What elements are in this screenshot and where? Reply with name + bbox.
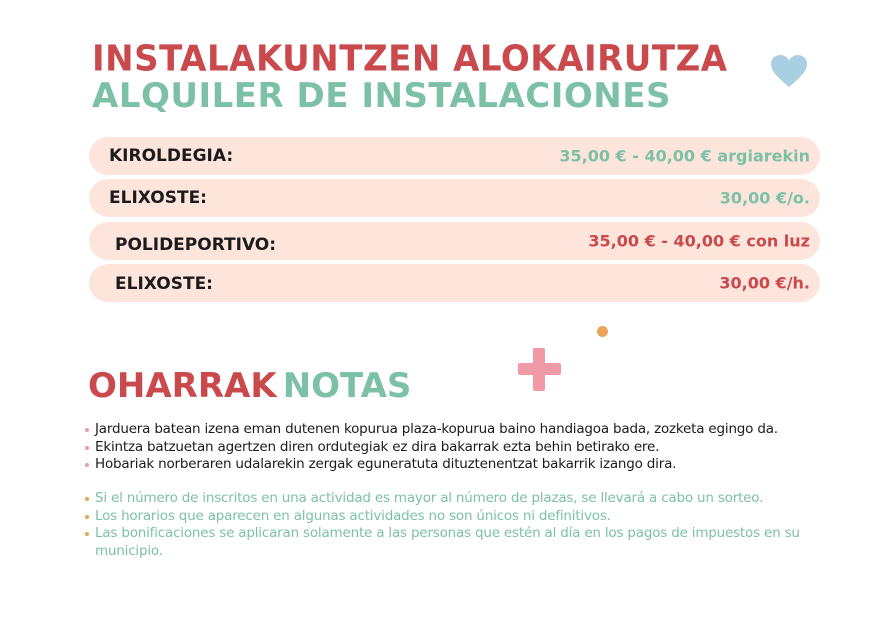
note-item: Hobariak norberaren udalarekin zergak eguneratuta dituztenentzat bakarrik izango dira. xyxy=(84,456,834,474)
note-item: Si el número de inscritos en una actividad es mayor al número de plazas, se llevará a cabo un sorteo. xyxy=(84,490,834,508)
plus-icon xyxy=(518,348,561,391)
note-item: Las bonificaciones se aplicaran solamente a las personas que estén al día en los pagos de impuestos en su municipio. xyxy=(84,525,815,560)
notes-list-basque xyxy=(84,421,834,474)
price-row-label: ELIXOSTE: xyxy=(115,273,213,294)
heart-icon xyxy=(771,55,807,89)
price-row-label: POLIDEPORTIVO: xyxy=(115,234,277,255)
orange-dot-decoration xyxy=(597,326,608,337)
price-row-label: KIROLDEGIA: xyxy=(109,146,234,166)
price-row-kiroldegia xyxy=(89,137,820,175)
price-row-polideportivo xyxy=(89,222,820,260)
notes-title-spanish: NOTAS xyxy=(282,366,412,406)
title-basque: INSTALAKUNTZEN ALOKAIRUTZA xyxy=(92,38,728,80)
price-row-label: ELIXOSTE: xyxy=(109,188,207,208)
price-row-elixoste-eu xyxy=(89,179,820,217)
price-row-elixoste-es xyxy=(89,264,820,302)
notes-title xyxy=(88,366,411,406)
note-item: Ekintza batzuetan agertzen diren ordutegiak ez dira bakarrak ezta behin betirako ere. xyxy=(84,439,834,457)
note-item: Jarduera batean izena eman dutenen kopurua plaza-kopurua baino handiagoa bada, zozketa egingo da. xyxy=(84,421,834,439)
price-row-value: 35,00 € - 40,00 € con luz xyxy=(588,231,810,251)
price-row-value: 35,00 € - 40,00 € argiarekin xyxy=(559,146,810,166)
note-item: Los horarios que aparecen en algunas actividades no son únicos ni definitivos. xyxy=(84,508,834,526)
price-row-value: 30,00 €/o. xyxy=(719,188,810,208)
notes-title-basque: OHARRAK xyxy=(88,366,277,406)
notes-list-spanish xyxy=(84,490,834,560)
title-spanish: ALQUILER DE INSTALACIONES xyxy=(92,76,671,116)
price-row-value: 30,00 €/h. xyxy=(719,273,810,293)
